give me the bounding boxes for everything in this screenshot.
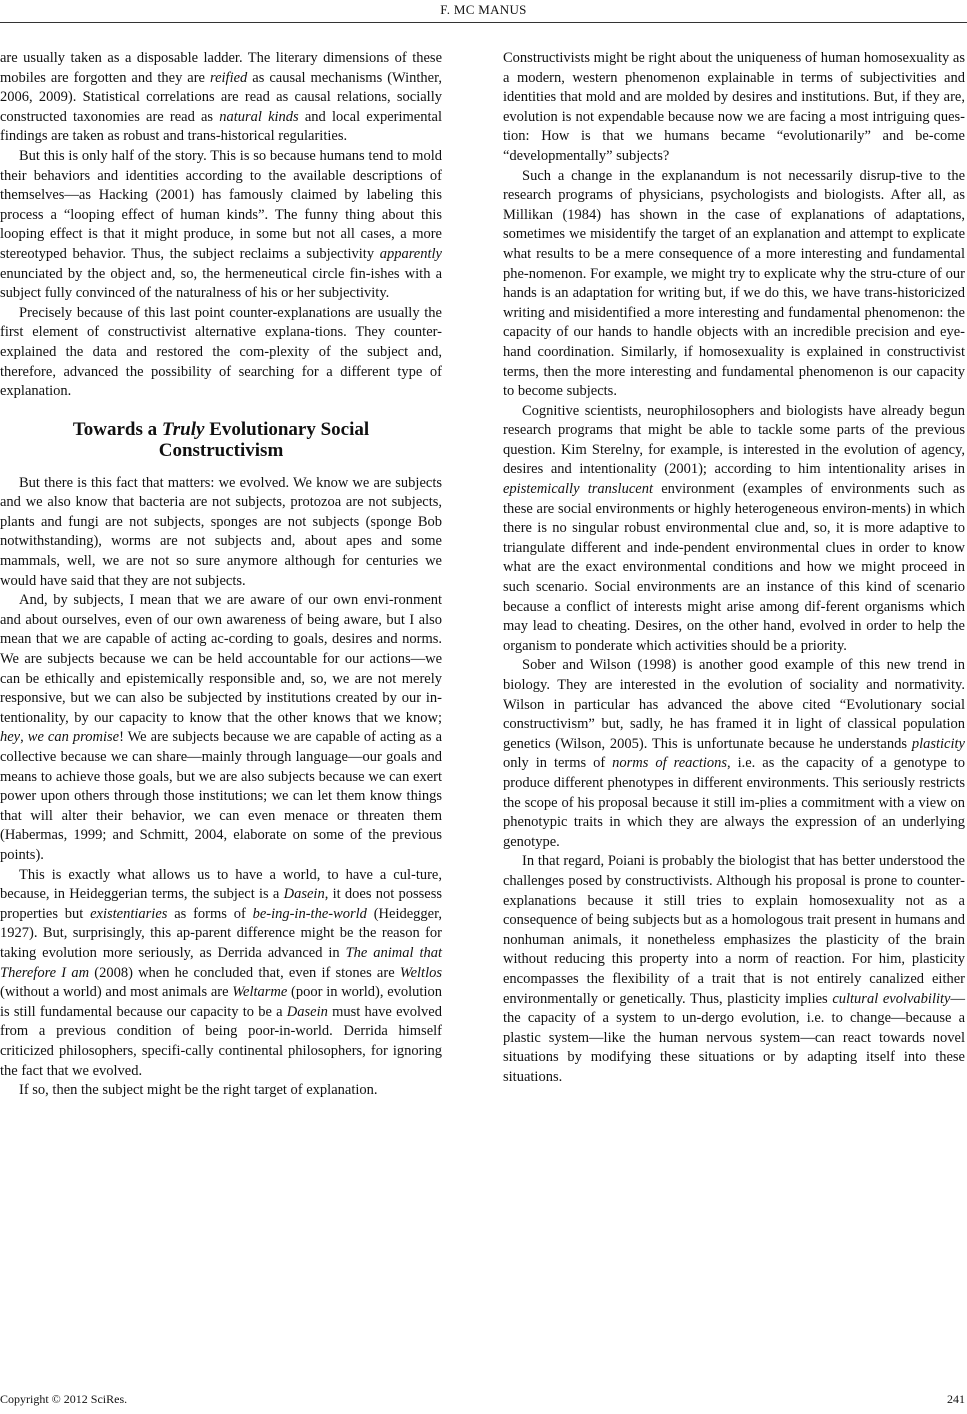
paragraph: Constructivists might be right about the uniqueness of human homosexuality as a modern, western phenomenon explainable in terms of subjectivities and identities that mold and are molded by desires and institutions. But, if they are, evolution is not expendable because now we are facing a most intriguing ques-tion: How is that we humans became “evolutionarily” and be-come “developmentally” subjects? [503, 50, 965, 164]
paragraph: If so, then the subject might be the right target of explanation. [19, 1082, 378, 1099]
paragraph: Cognitive scientists, neurophilosophers and biologists have already begun research programs that might be able to tackle some parts of the previous question. Kim Sterelny, for example, is interested in the evolution of agency, desires and intentionality (2001); according to him intentionality arises in epistemically translucent environment (examples of environments such as these are social environments or highly heterogeneous environ-ments) in which there is no singular robust environmental clue and, so, it is more adaptive to triangulate different and inde-pendent environmental clues in order to know what are the exact environmental conditions and how we might proceed in such scenario. Social environments are an instance of this kind of scenario because a conflict of interests might arise among dif-ferent organisms which may lead to cheating. Desires, on the other hand, evolved in order to help the organism to ponderate which activities should be a priority. [503, 402, 965, 654]
paragraph: This is exactly what allows us to have a world, to have a cul-ture, because, in Heideggerian terms, the subject is a Dasein, it does not possess properties but existentiaries as forms of be-ing-in-the-world (Heidegger, 1927). But, surprisingly, this ap-parent difference might be the reason for taking evolution more seriously, as Derrida advanced in The animal that Therefore I am (2008) when he concluded that, even if stones are Weltlos (without a world) and most animals are Weltarme (poor in world), evolution is still fundamental because our capacity to be a Dasein must have evolved from a previous condition of being poor-in-world. Derrida himself criticized philosophers, specifi-cally continental philosophers, for ignoring the fact that we evolved. [0, 866, 443, 1079]
paragraph: Precisely because of this last point counter-explanations are usually the first element of constructivist alternative explana-tions. They counter-explained the data and restored the com-plexity of the subject and, therefore, advanced the possibility of searching for a different type of explanation. [0, 304, 442, 400]
header-rule [0, 22, 967, 23]
running-head: F. MC MANUS [440, 2, 527, 17]
left-column [0, 49, 442, 1101]
section-heading: Towards a Truly Evolutionary Social Constructivism [72, 418, 370, 461]
paragraph: In that regard, Poiani is probably the biologist that has better understood the challenges posed by constructivists. Although his proposal is prone to counter-explanations because it still tries to explain homosexuality not as a consequence of being subjects but as a homologous trait present in humans and nonhuman animals, it nonetheless emphasizes the plasticity of the brain without reducing this property into a norm of reaction. For him, plasticity encompasses the flexibility of a trait that is not entirely canalized either environmentally or genetically. Thus, plasticity implies cultural evolvability—the capacity of a system to un-dergo evolution, i.e. to change—because a plastic system—like the human nervous system—can react towards novel situations by modifying these situations or by adapting itself into these situations. [503, 853, 965, 1085]
paragraph: But this is only half of the story. This is so because humans tend to mold their behaviors and identities according to the available descriptions of themselves—as Hacking (2001) has famously claimed by labeling this process a “looping effect of human kinds”. The funny thing about this looping effect is that it might produce, in some but not all cases, a more stereotyped behavior. Thus, the subject reclaims a subjectivity apparently enunciated by the object and, so, the hermeneutical circle fin-ishes with a subject fully convinced of the naturalness of his or her subjectivity. [0, 147, 442, 302]
paragraph: Sober and Wilson (1998) is another good example of this new trend in biology. They are interested in the evolution of sociality and normativity. Wilson in particular has advanced the above cited “Evolutionary social constructivism” but, sadly, he has framed it in light of classical population genetics (Wilson, 2005). This is unfortunate because he understands plasticity only in terms of norms of reactions, i.e. as the capacity of a genotype to produce different phenotypes in different environments. This seriously restricts the scope of his proposal because it still im-plies a commitment with a view on phenotypic traits in which they are always the expression of an underlying genotype. [503, 657, 965, 850]
paragraph: Such a change in the explanandum is not necessarily disrup-tive to the research programs of physicians, psychologists and biologists. After all, as Millikan (1984) has shown in the case of explanations of adaptations, sometimes we misidentify the target of an explanation and attempt to explicate what results to be a mere consequence of a more interesting and fundamental phe-nomenon. For example, we might try to explicate why the stru-cture of our hands is an adaptation for writing but, if we do this, we have trans-historicized writing and misidentified a more interesting and fundamental phenomenon: the capacity of our hands to handle objects with an incredible precision and eye-hand coordination. Similarly, if homosexuality is explained in constructivist terms, then the more interesting and fundamental phenomenon is our capacity to become subjects. [503, 167, 965, 400]
paragraph: But there is this fact that matters: we evolved. We know we are subjects and we also know that bacteria are not subjects, protozoa are not subjects, plants and fungi are not subjects, sponges are not subjects (sponge Bob notwithstanding), worms are not subjects and, about apes and some mammals, well, we are not so sure anymore although for centuries we would have said that they are not subjects. [0, 474, 442, 589]
paragraph: are usually taken as a disposable ladder. The literary dimensions of these mobiles are forgotten and they are reified as causal mechanisms (Winther, 2006, 2009). Statistical correlations are read as causal relations, socially constructed taxonomies are read as natural kinds and local experimental findings are taken as robust and trans-historical regularities. [0, 50, 442, 145]
paragraph: And, by subjects, I mean that we are aware of our own envi-ronment and about ourselves, even of our own awareness of being aware, but I also mean that we are capable of acting ac-cording to goals, desires and norms. We are subjects because we can be held accountable for our actions—we can be ethically and epistemically responsible and, so, we are not merely responsive, but we can also be subjected by institutions created by our in-tentionality, by our capacity to know that the other knows that we know; hey, we can promise! We are subjects because we are capable of acting as a collective because we can share—mainly through language—our goals and means to achieve those goals, but we are also subjects because we can exert power upon others through those institutions; we can let them know things that will alter their behavior, we can even menace or threaten them (Habermas, 1999; and Schmitt, 2004, elaborate on some of the previous points). [0, 592, 443, 863]
right-column [503, 49, 965, 1087]
page-number: 241 [947, 1392, 965, 1406]
copyright-notice: Copyright © 2012 SciRes. [0, 1392, 128, 1406]
